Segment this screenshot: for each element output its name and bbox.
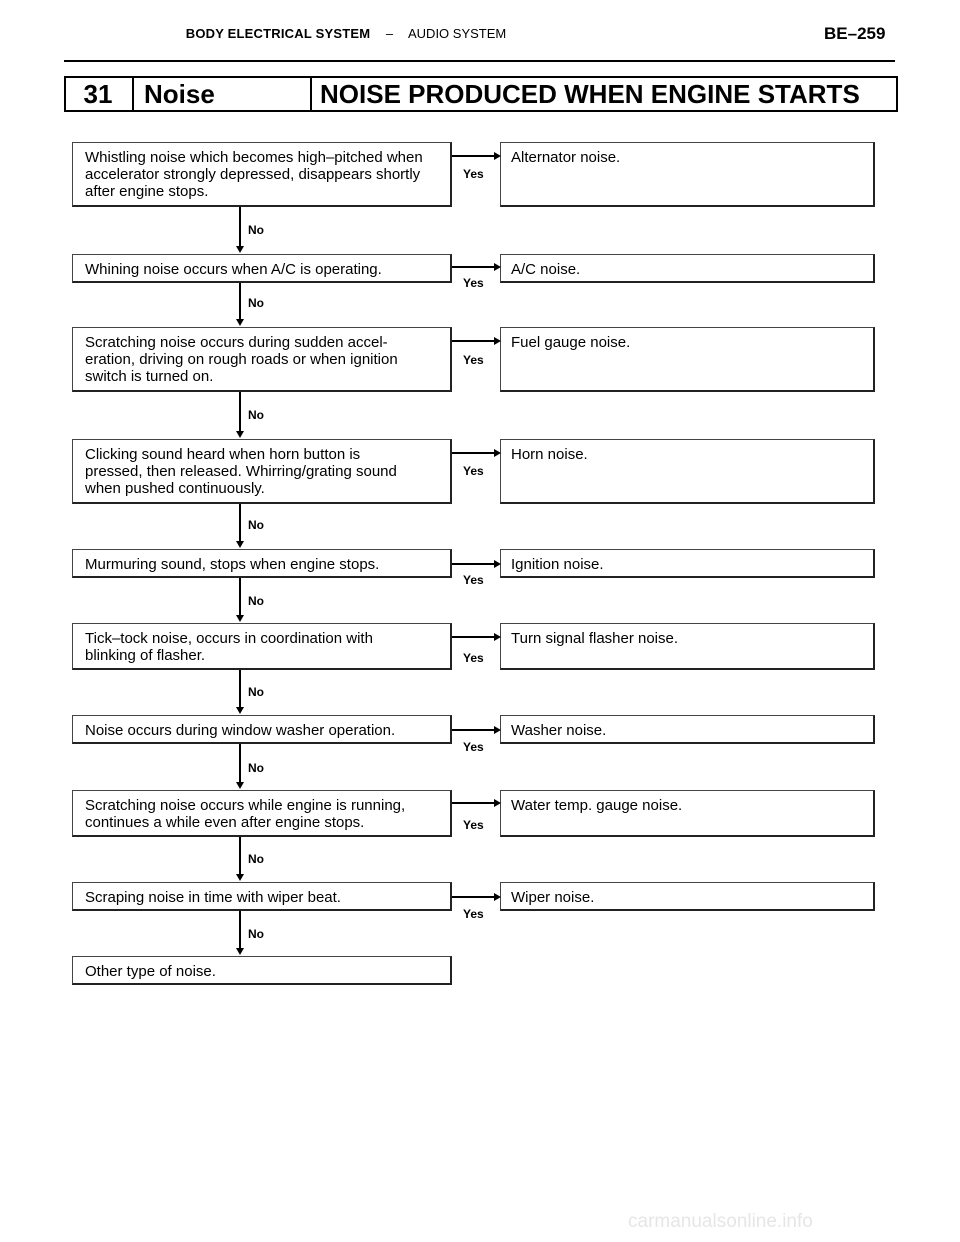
condition-text: Scratching noise occurs during sudden accel- eration, driving on rough roads or when ignition switch is turned on. [85, 334, 398, 385]
arrow-right-icon [494, 337, 501, 345]
condition-box [72, 254, 452, 283]
result-text: Fuel gauge noise. [511, 334, 631, 351]
condition-text: Scratching noise occurs while engine is running, continues a while even after engine stops. [85, 797, 406, 831]
condition-text: Noise occurs during window washer operation. [85, 722, 396, 739]
arrow-right-icon [494, 152, 501, 160]
watermark: carmanualsonline.info [628, 1211, 813, 1232]
condition-text: Tick–tock noise, occurs in coordination with blinking of flasher. [85, 630, 373, 664]
result-text: Water temp. gauge noise. [511, 797, 683, 814]
result-box [500, 549, 875, 578]
arrow-right-icon [494, 560, 501, 568]
condition-box [72, 715, 452, 744]
yes-connector [452, 452, 496, 454]
no-label: No [248, 852, 264, 866]
yes-connector [452, 802, 496, 804]
yes-label: Yes [463, 464, 484, 478]
no-connector [239, 837, 241, 875]
yes-connector [452, 636, 496, 638]
problem-number: 31 [83, 79, 113, 109]
result-text: Turn signal flasher noise. [511, 630, 679, 647]
result-box [500, 327, 875, 392]
condition-box [72, 623, 452, 670]
yes-connector [452, 896, 496, 898]
result-text: Wiper noise. [511, 889, 595, 906]
arrow-down-icon [236, 874, 244, 881]
arrow-down-icon [236, 782, 244, 789]
yes-connector [452, 340, 496, 342]
yes-connector [452, 563, 496, 565]
condition-box [72, 549, 452, 578]
page-number: BE–259 [824, 24, 886, 43]
condition-text: Murmuring sound, stops when engine stops. [85, 556, 380, 573]
no-connector [239, 283, 241, 320]
no-label: No [248, 927, 264, 941]
arrow-down-icon [236, 541, 244, 548]
header-rule [64, 60, 895, 62]
arrow-down-icon [236, 707, 244, 714]
arrow-right-icon [494, 633, 501, 641]
yes-label: Yes [463, 740, 484, 754]
arrow-right-icon [494, 893, 501, 901]
no-connector [239, 911, 241, 949]
result-box [500, 623, 875, 670]
arrow-right-icon [494, 799, 501, 807]
no-label: No [248, 223, 264, 237]
result-box [500, 142, 875, 207]
condition-text: Clicking sound heard when horn button is pressed, then released. Whirring/grating sound when pushed continuously. [85, 446, 397, 497]
arrow-down-icon [236, 319, 244, 326]
problem-title: NOISE PRODUCED WHEN ENGINE STARTS [310, 78, 896, 110]
no-label: No [248, 594, 264, 608]
arrow-down-icon [236, 246, 244, 253]
yes-label: Yes [463, 167, 484, 181]
result-box [500, 790, 875, 837]
title-table [64, 76, 898, 112]
arrow-right-icon [494, 726, 501, 734]
no-label: No [248, 761, 264, 775]
no-connector [239, 504, 241, 542]
condition-text: Scraping noise in time with wiper beat. [85, 889, 341, 906]
no-connector [239, 670, 241, 708]
result-text: A/C noise. [511, 261, 581, 278]
page-header [0, 26, 692, 41]
result-box [500, 439, 875, 504]
yes-label: Yes [463, 353, 484, 367]
no-label: No [248, 685, 264, 699]
section-name: BODY ELECTRICAL SYSTEM [185, 26, 371, 41]
condition-box [72, 882, 452, 911]
no-label: No [248, 518, 264, 532]
arrow-right-icon [494, 449, 501, 457]
no-connector [239, 207, 241, 247]
yes-connector [452, 266, 496, 268]
result-text: Alternator noise. [511, 149, 621, 166]
yes-label: Yes [463, 907, 484, 921]
arrow-right-icon [494, 263, 501, 271]
result-text: Washer noise. [511, 722, 607, 739]
arrow-down-icon [236, 615, 244, 622]
no-connector [239, 392, 241, 432]
condition-box [72, 790, 452, 837]
no-label: No [248, 296, 264, 310]
result-box [500, 254, 875, 283]
result-box [500, 715, 875, 744]
condition-box [72, 439, 452, 504]
condition-box [72, 327, 452, 392]
result-box [500, 882, 875, 911]
header-separator: – [385, 26, 394, 41]
arrow-down-icon [236, 431, 244, 438]
condition-text: Whining noise occurs when A/C is operating. [85, 261, 382, 278]
yes-label: Yes [463, 651, 484, 665]
no-label: No [248, 408, 264, 422]
subsection-name: AUDIO SYSTEM [408, 26, 507, 41]
yes-connector [452, 729, 496, 731]
condition-text: Whistling noise which becomes high–pitched when accelerator strongly depressed, disappears shortly after engine stops. [85, 149, 423, 200]
yes-label: Yes [463, 573, 484, 587]
no-connector [239, 744, 241, 783]
yes-connector [452, 155, 496, 157]
yes-label: Yes [463, 276, 484, 290]
problem-category: Noise [132, 78, 310, 110]
final-condition-box [72, 956, 452, 985]
no-connector [239, 578, 241, 616]
yes-label: Yes [463, 818, 484, 832]
final-condition-text: Other type of noise. [85, 963, 216, 980]
arrow-down-icon [236, 948, 244, 955]
result-text: Ignition noise. [511, 556, 604, 573]
condition-box [72, 142, 452, 207]
result-text: Horn noise. [511, 446, 588, 463]
